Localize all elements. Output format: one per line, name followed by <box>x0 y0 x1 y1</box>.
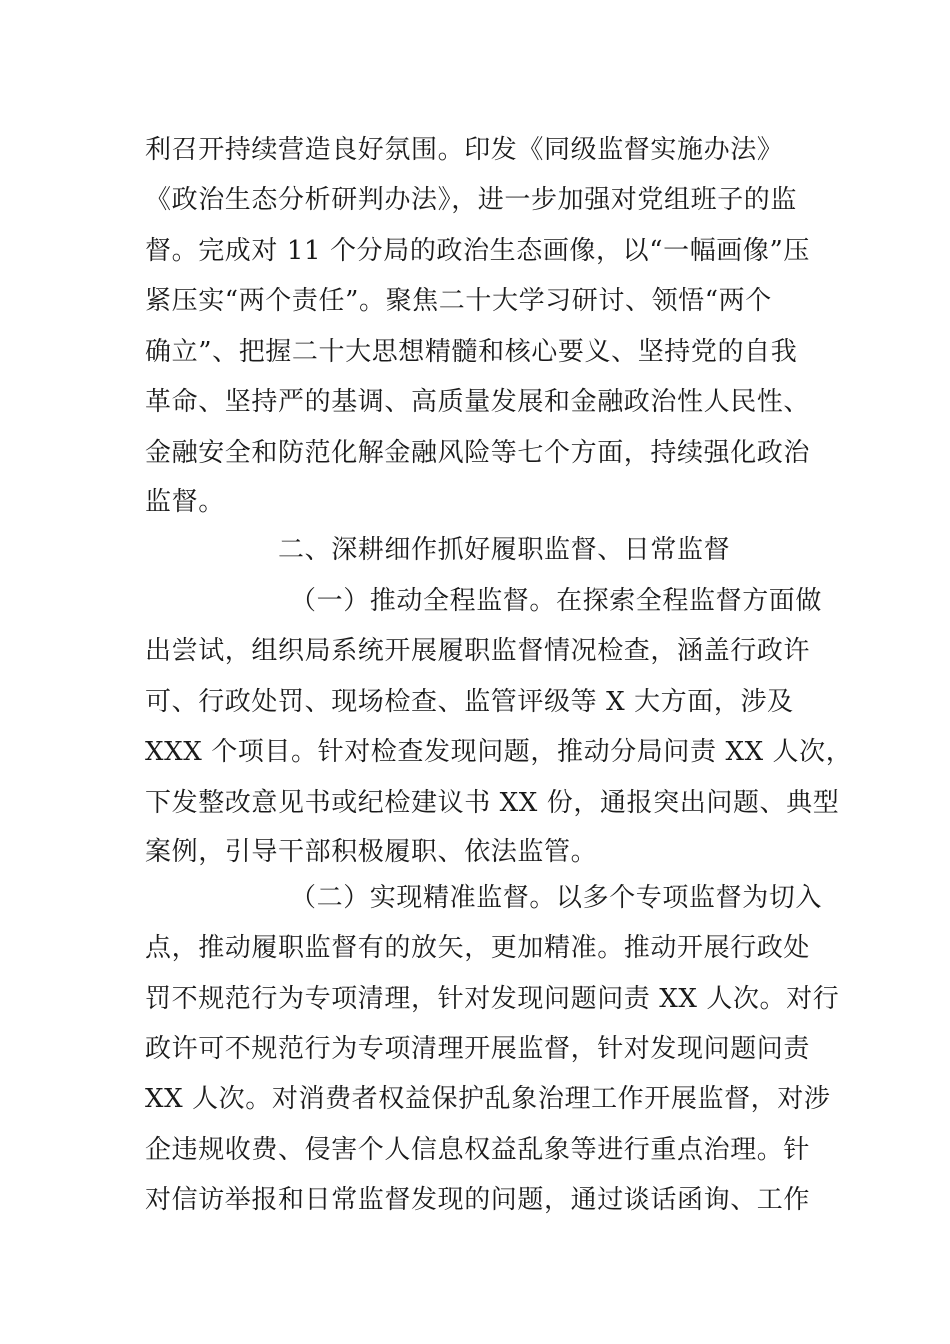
body-text-line: XXX 个项目。针对检查发现问题，推动分局问责 XX 人次， <box>145 737 853 767</box>
body-text-line: 下发整改意见书或纪检建议书 XX 份，通报突出问题、典型 <box>145 788 840 818</box>
body-text-line: 可、行政处罚、现场检查、监管评级等 X 大方面，涉及 <box>145 687 794 717</box>
body-text-line: 利召开持续营造良好氛围。印发《同级监督实施办法》 <box>145 135 784 165</box>
body-text-line: 对信访举报和日常监督发现的问题，通过谈话函询、工作 <box>145 1185 811 1215</box>
body-text-line: 点，推动履职监督有的放矢，更加精准。推动开展行政处 <box>145 933 811 963</box>
body-text-line: 监督。 <box>145 487 225 517</box>
body-text-line: 政许可不规范行为专项清理开展监督，针对发现问题问责 <box>145 1034 811 1064</box>
body-text-line: 罚不规范行为专项清理，针对发现问题问责 XX 人次。对行 <box>145 984 840 1014</box>
body-text-line: 紧压实“两个责任”。聚焦二十大学习研讨、领悟“两个 <box>145 286 772 316</box>
body-text-line: 确立”、把握二十大思想精髓和核心要义、坚持党的自我 <box>145 337 798 367</box>
body-text-line: 企违规收费、侵害个人信息权益乱象等进行重点治理。针 <box>145 1135 811 1165</box>
body-text-line: XX 人次。对消费者权益保护乱象治理工作开展监督，对涉 <box>145 1084 831 1114</box>
subsection-lead-line: （二）实现精准监督。以多个专项监督为切入 <box>290 883 823 913</box>
body-text-line: 革命、坚持严的基调、高质量发展和金融政治性人民性、 <box>145 387 811 417</box>
body-text-line: 案例，引导干部积极履职、依法监管。 <box>145 837 598 867</box>
body-text-line: 金融安全和防范化解金融风险等七个方面，持续强化政治 <box>145 438 811 468</box>
section-heading: 二、深耕细作抓好履职监督、日常监督 <box>278 535 731 565</box>
body-text-line: 《政治生态分析研判办法》，进一步加强对党组班子的监 <box>145 185 798 215</box>
subsection-lead-line: （一）推动全程监督。在探索全程监督方面做 <box>290 586 823 616</box>
body-text-line: 出尝试，组织局系统开展履职监督情况检查，涵盖行政许 <box>145 636 811 666</box>
body-text-line: 督。完成对 11 个分局的政治生态画像，以“一幅画像”压 <box>145 236 810 266</box>
